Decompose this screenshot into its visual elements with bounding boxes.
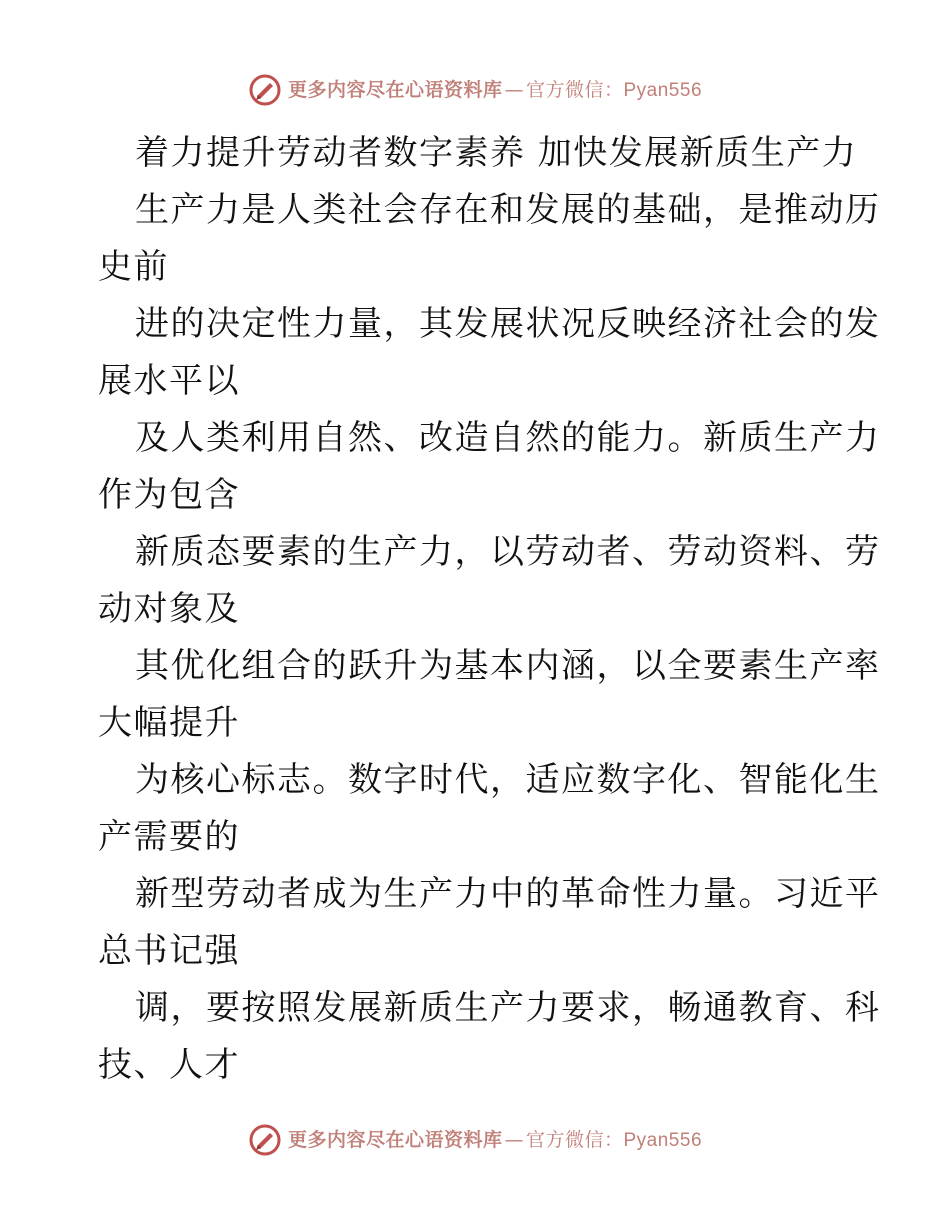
banner-main-text: 更多内容尽在心语资料库 [287,1128,503,1151]
text-line: 大幅提升 [98,703,240,743]
text-line: 生产力是人类社会存在和发展的基础，是推动历 [135,190,881,230]
text-line: 产需要的 [98,817,240,857]
document-body [98,125,881,1094]
banner-wechat-id: Pyan556 [623,1129,703,1151]
banner-main-text: 更多内容尽在心语资料库 [287,78,503,101]
text-line: 新质态要素的生产力，以劳动者、劳动资料、劳 [135,532,881,572]
banner-dash: — [504,1128,524,1151]
text-line: 作为包含 [98,475,240,515]
banner-wechat-label: 官方微信： [525,1128,624,1151]
footer-banner-text [287,1128,703,1151]
text-line: 史前 [98,247,169,287]
document-title: 着力提升劳动者数字素养 加快发展新质生产力 [135,133,858,173]
banner-wechat-label: 官方微信： [525,78,624,101]
text-line: 新型劳动者成为生产力中的革命性力量。习近平 [135,874,881,914]
text-line: 调，要按照发展新质生产力要求，畅通教育、科 [135,988,881,1028]
footer-banner [0,1120,950,1160]
text-line: 展水平以 [98,361,240,401]
header-banner [0,70,950,110]
header-banner-text [287,78,703,101]
text-line: 进的决定性力量，其发展状况反映经济社会的发 [135,304,881,344]
logo-icon [248,1123,282,1157]
banner-wechat-id: Pyan556 [623,79,703,101]
text-line: 其优化组合的跃升为基本内涵，以全要素生产率 [135,646,881,686]
text-line: 动对象及 [98,589,240,629]
text-line: 及人类利用自然、改造自然的能力。新质生产力 [135,418,881,458]
banner-dash: — [504,78,524,101]
text-line: 技、人才 [98,1045,240,1085]
text-line: 为核心标志。数字时代，适应数字化、智能化生 [135,760,881,800]
logo-icon [248,73,282,107]
text-line: 总书记强 [98,931,240,971]
